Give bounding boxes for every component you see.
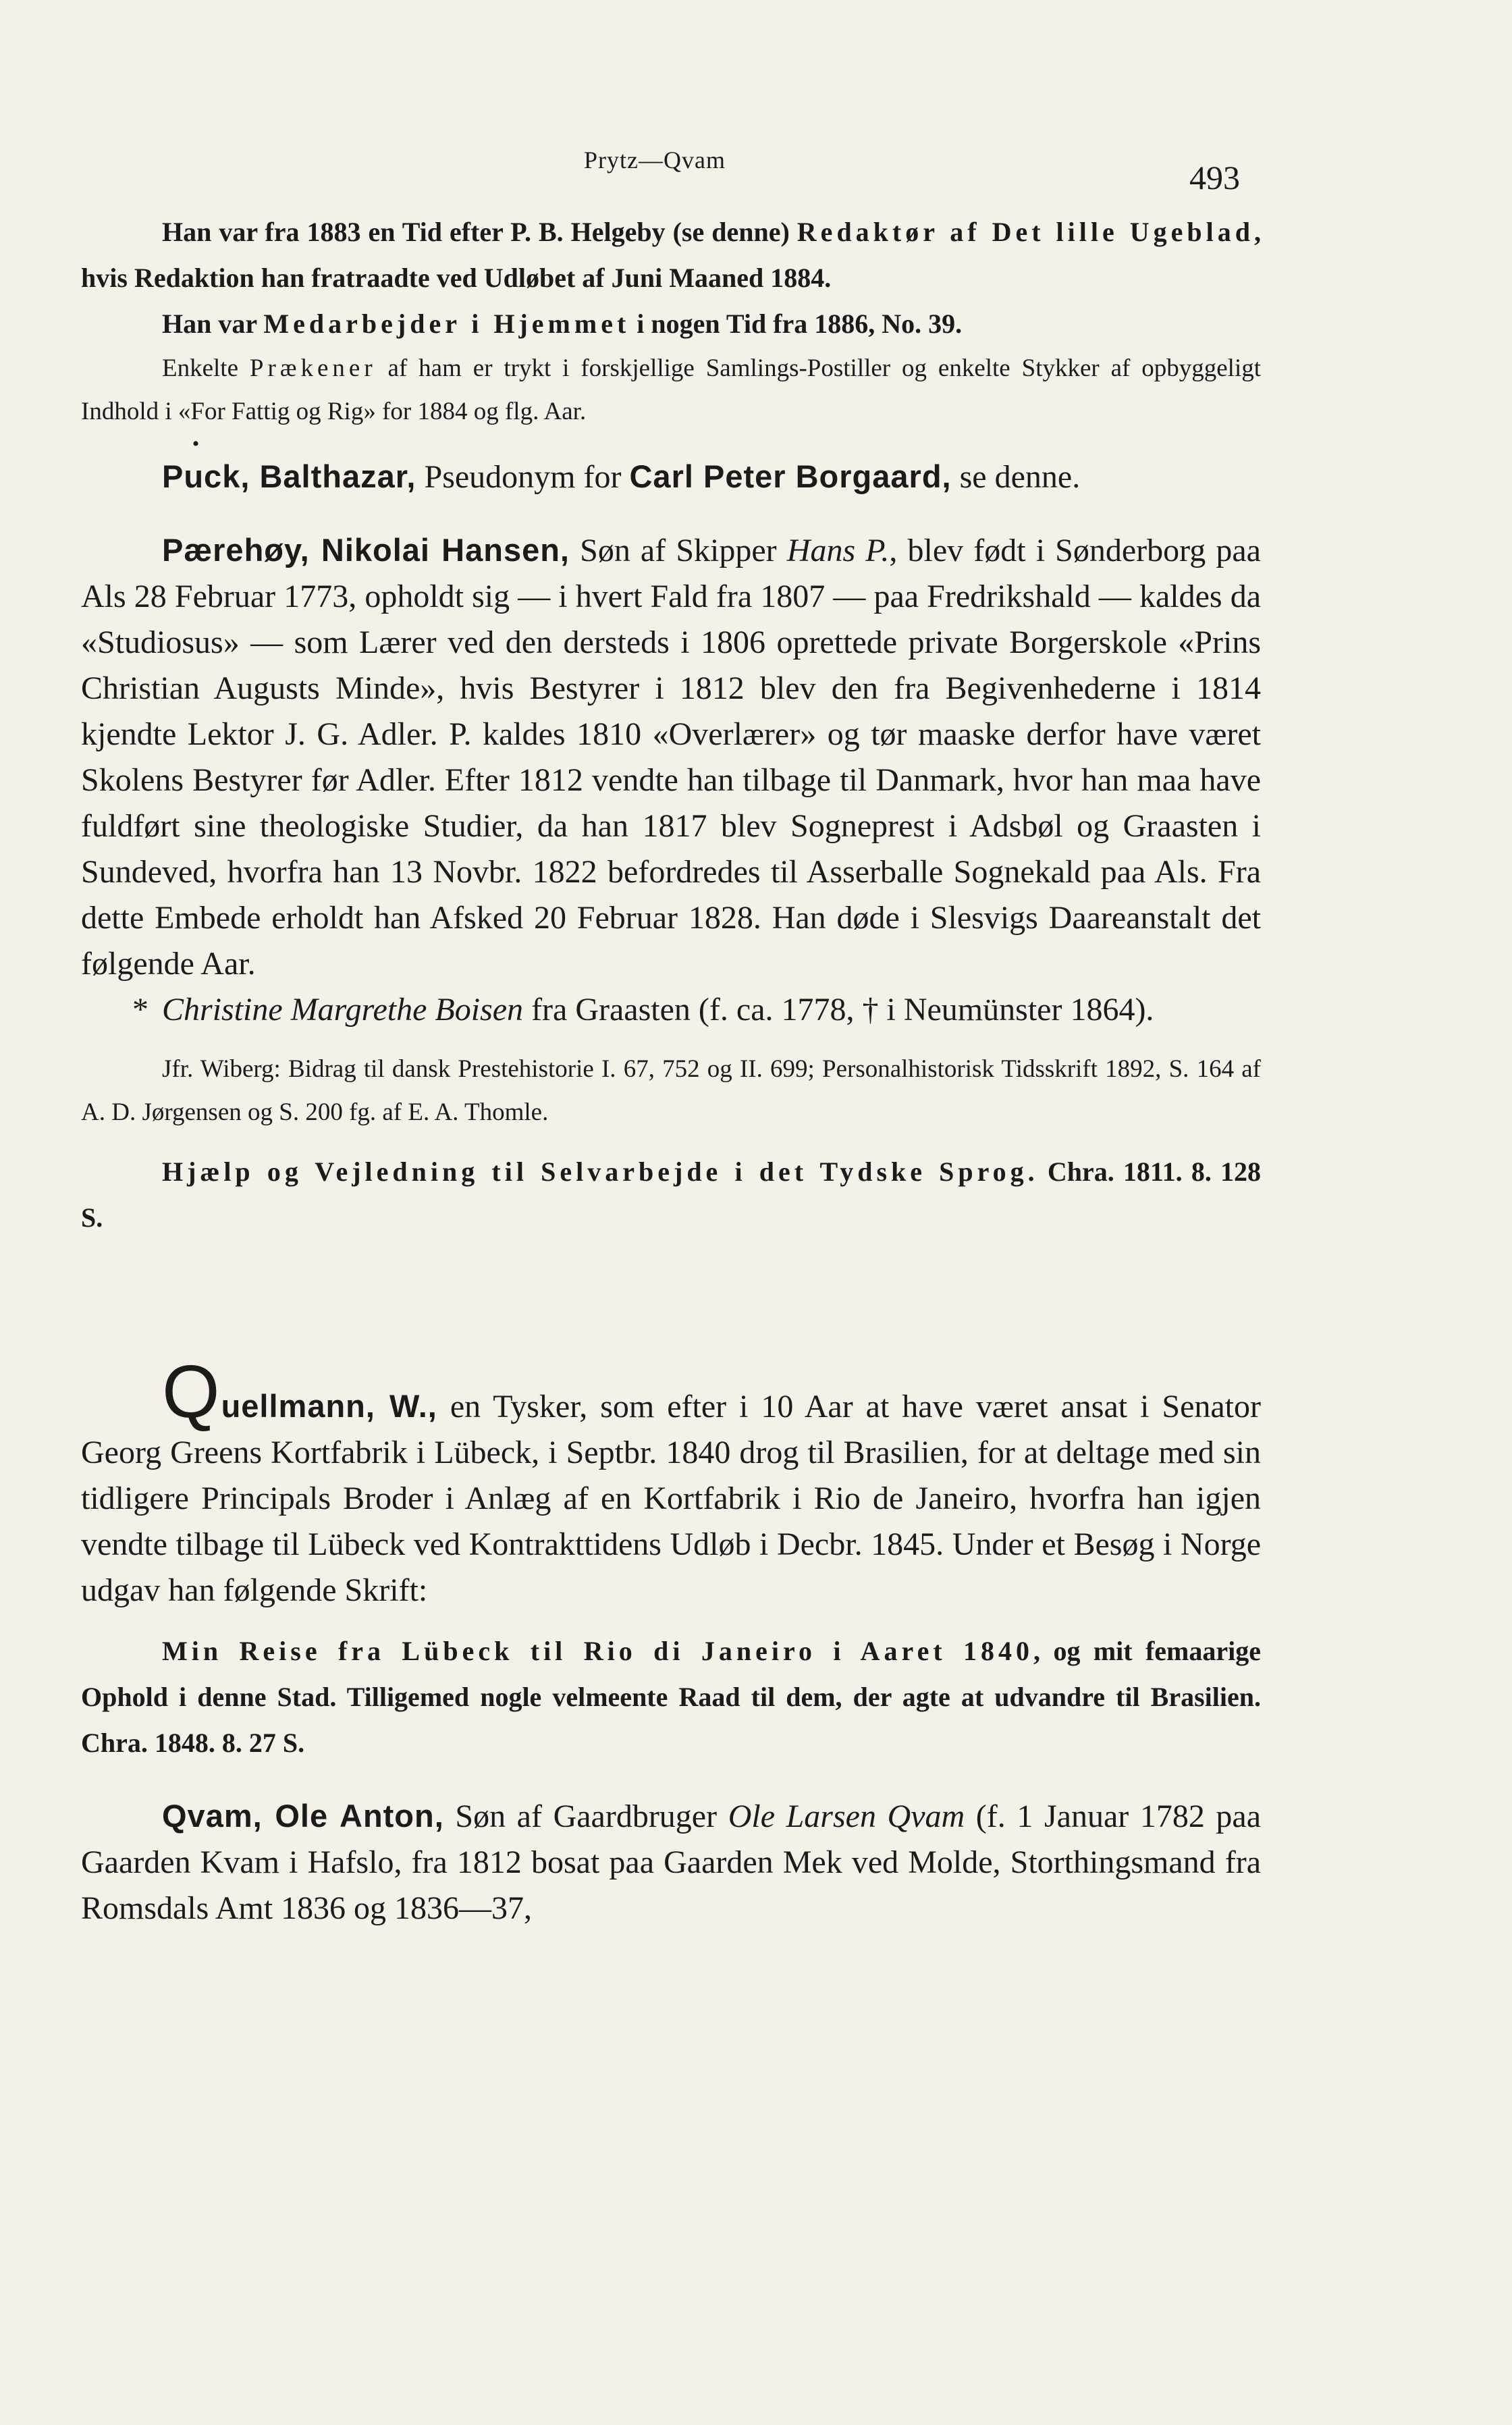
paerehoy-work bbox=[81, 1149, 1261, 1241]
entry-name: Pærehøy, Nikolai Hansen, bbox=[162, 532, 570, 568]
father-name: Ole Larsen Qvam bbox=[728, 1798, 965, 1834]
spaced-word: Prækener bbox=[249, 354, 377, 382]
quellmann-entry bbox=[81, 1350, 1261, 1614]
text-run: en Tysker, som efter i 10 Aar at have været ansat i Senator Georg Greens Kortfabrik i Lübeck, i Septbr. 1840 drog til Brasilien, for at deltage med sin tidligere Principals Broder i Anlæg af en Kortfabrik i Rio de Janeiro, hvorfra han igjen vendte tilbage til Lübeck ved Kontrakttidens Udløb i Decbr. 1845. Under et Besøg i Norge udgav han følgende Skrift: bbox=[81, 1389, 1261, 1608]
spacer bbox=[81, 1614, 1261, 1628]
text-run: Søn af Gaardbruger bbox=[443, 1798, 728, 1834]
quellmann-work bbox=[81, 1628, 1261, 1766]
paerehoy-spouse bbox=[81, 987, 1261, 1033]
text-run: i nogen Tid fra 1886, No. 39. bbox=[630, 309, 963, 339]
text-run: af ham er trykt i forskjellige Samlings-Postiller og enkelte Stykker af opbyggeligt Indhold i «For Fattig og Rig» for 1884 og flg. Aar. bbox=[81, 354, 1262, 425]
text-run: Han var fra 1883 en Tid efter P. B. Helgeby (se denne) bbox=[162, 217, 797, 247]
page-number: 493 bbox=[1189, 159, 1240, 196]
text-run: Pseudonym for bbox=[416, 459, 630, 495]
prytz-paragraph-2 bbox=[81, 301, 1261, 347]
paerehoy-sources: Jfr. Wiberg: Bidrag til dansk Prestehistorie I. 67, 752 og II. 699; Personalhistorisk Tidsskrift 1892, S. 164 af A. D. Jørgensen og S. 200 fg. af E. A. Thomle. bbox=[81, 1055, 1261, 1126]
spaced-title: Redaktør af Det lille Ugeblad bbox=[796, 217, 1254, 247]
running-header bbox=[0, 135, 1512, 196]
page-body bbox=[81, 209, 1261, 1931]
spacer bbox=[81, 1766, 1261, 1793]
section-initial: Q bbox=[162, 1350, 220, 1433]
father-name: Hans P. bbox=[786, 533, 890, 568]
spouse-asterisk: * bbox=[132, 992, 148, 1028]
text-run: Søn af Skipper bbox=[570, 533, 787, 568]
cross-reference-name: Carl Peter Borgaard, bbox=[629, 458, 952, 494]
work-imprint: Chra. 1811. 8. 128 S. bbox=[81, 1156, 1261, 1233]
text-run: (f. 1 Januar 1782 paa Gaarden Kvam i Hafslo, fra 1812 bosat paa Gaarden Mek ved Molde, Storthingsmand fra Romsdals Amt 1836 og 1836—37, bbox=[81, 1798, 1262, 1926]
spacer bbox=[81, 1241, 1261, 1369]
entry-name: Puck, Balthazar, bbox=[162, 458, 416, 494]
qvam-entry bbox=[81, 1793, 1261, 1931]
entry-name: uellmann, W., bbox=[221, 1388, 437, 1424]
work-imprint: , og mit femaarige Ophold i denne Stad. Tilligemed nogle velmeente Raad til dem, der agte at udvandre til Brasilien. Chra. 1848. 8. 27 S. bbox=[81, 1636, 1261, 1758]
prytz-paragraph-3 bbox=[81, 347, 1261, 433]
spacer bbox=[81, 500, 1261, 527]
entry-name: Qvam, Ole Anton, bbox=[162, 1798, 444, 1834]
work-title: Min Reise fra Lübeck til Rio di Janeiro i Aaret 1840 bbox=[162, 1636, 1034, 1666]
text-run: , hvis Redaktion han fratraadte ved Udløbet af Juni Maaned 1884. bbox=[81, 217, 1261, 293]
work-title: Hjælp og Vejledning til Selvarbejde i det Tydske Sprog. bbox=[162, 1156, 1039, 1187]
text-run: Enkelte bbox=[162, 354, 250, 382]
puck-entry bbox=[81, 454, 1261, 500]
text-run: Han var bbox=[162, 309, 264, 339]
spacer bbox=[81, 1134, 1261, 1149]
running-title: Prytz—Qvam bbox=[584, 146, 726, 174]
paerehoy-entry bbox=[81, 527, 1261, 987]
spaced-title: Medarbejder i Hjemmet bbox=[263, 309, 630, 339]
spouse-name: Christine Margrethe Boisen bbox=[162, 992, 524, 1028]
divider-dot: • bbox=[192, 433, 200, 455]
text-run: se denne. bbox=[951, 459, 1081, 495]
prytz-paragraph-1 bbox=[81, 209, 1261, 301]
text-run: fra Graasten (f. ca. 1778, † i Neumünster 1864). bbox=[523, 992, 1154, 1028]
spacer bbox=[81, 1033, 1261, 1048]
text-run: , blev født i Sønderborg paa Als 28 Februar 1773, opholdt sig — i hvert Fald fra 1807 — paa Fredrikshald — kaldes da «Studiosus» — som Lærer ved den dersteds i 1806 oprettede private Borgerskole «Prins Christian Augusts Minde», hvis Bestyrer i 1812 blev den fra Begivenhederne i 1814 kjendte Lektor J. G. Adler. P. kaldes 1810 «Overlærer» og tør maaske derfor have været Skolens Bestyrer før Adler. Efter 1812 vendte han tilbage til Danmark, hvor han maa have fuldført sine theologiske Studier, da han 1817 blev Sogneprest i Adsbøl og Graasten i Sundeved, hvorfra han 13 Novbr. 1822 befordredes til Asserballe Sognekald paa Als. Fra dette Embede erholdt han Afsked 20 Februar 1828. Han døde i Slesvigs Daareanstalt det følgende Aar. bbox=[81, 533, 1261, 982]
